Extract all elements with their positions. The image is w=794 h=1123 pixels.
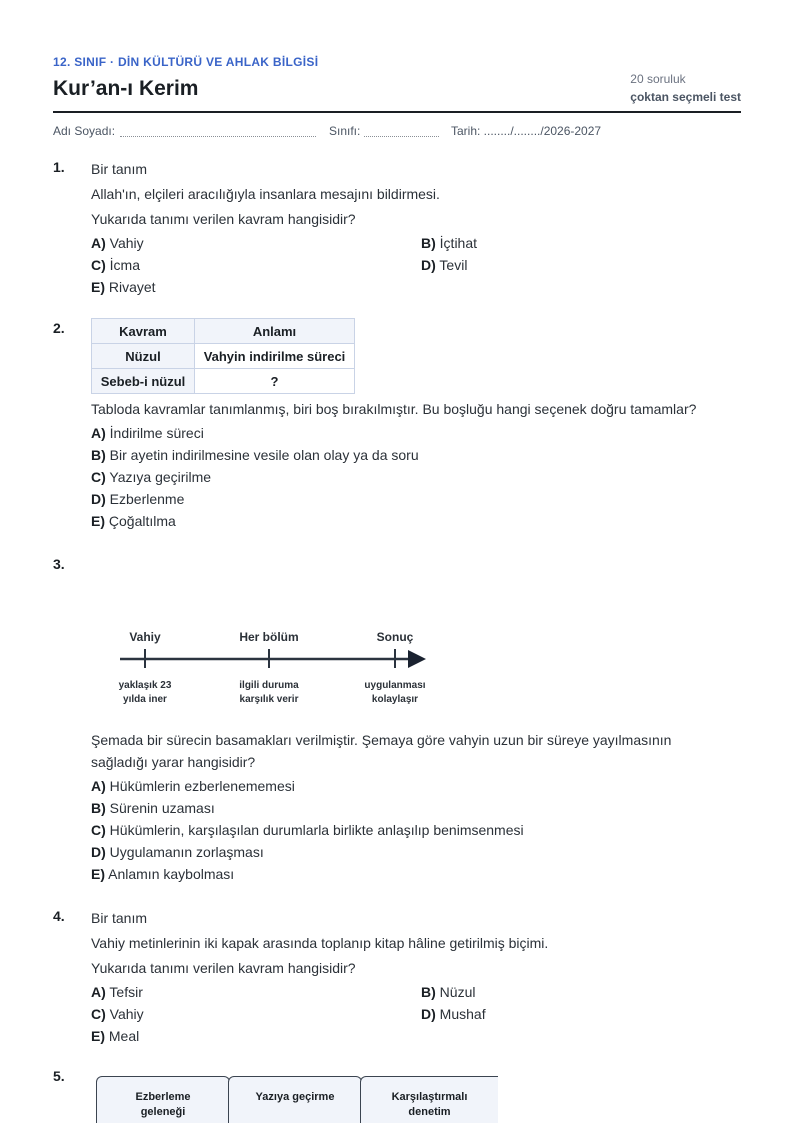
question-number: 4. — [53, 908, 65, 924]
option-d[interactable]: D) Uygulamanın zorlaşması — [91, 844, 264, 860]
flow-step-note: uygulanması kolaylaşır — [364, 680, 426, 705]
question-body — [91, 157, 741, 298]
option-a[interactable]: A) Tefsir — [91, 984, 143, 1000]
option-d[interactable]: D) Ezberlenme — [91, 491, 185, 507]
question-number: 1. — [53, 159, 65, 175]
options — [91, 232, 741, 298]
name-field[interactable] — [120, 136, 316, 137]
option-c[interactable]: C) Yazıya geçirilme — [91, 469, 212, 485]
question-text: Vahiy metinlerinin iki kapak arasında toplanıp kitap hâline getirilmiş biçimi. — [91, 935, 549, 951]
concept-table — [91, 318, 355, 394]
flow-step-label: Sonuç — [376, 630, 414, 644]
question-text: Allah'ın, elçileri aracılığıyla insanlara mesajını bildirmesi. — [91, 186, 440, 202]
question-body — [91, 318, 741, 532]
question-body — [91, 906, 741, 1047]
process-flow-diagram — [120, 626, 430, 710]
question-text: Bir tanım — [91, 161, 148, 177]
table-row — [92, 369, 355, 394]
option-e[interactable]: E) Çoğaltılma — [91, 513, 176, 529]
subject-heading: 12. SINIF · DİN KÜLTÜRÜ VE AHLAK BİLGİSİ — [53, 55, 319, 69]
flow-step-note: ilgili duruma karşılık verir — [239, 680, 299, 705]
table-cell: Sebeb-i nüzul — [92, 369, 195, 394]
options — [91, 981, 741, 1047]
class-field[interactable] — [364, 136, 439, 137]
question-number: 2. — [53, 320, 65, 336]
option-e[interactable]: E) Rivayet — [91, 279, 156, 295]
question-text: Yukarıda tanımı verilen kavram hangisidir? — [91, 211, 356, 227]
option-e[interactable]: E) Anlamın kaybolması — [91, 866, 235, 882]
date-label: Tarih: ......../......../2026-2027 — [451, 124, 602, 138]
option-b[interactable]: B) İçtihat — [421, 235, 478, 251]
table-cell: Vahyin indirilme süreci — [195, 344, 355, 369]
option-c[interactable]: C) İcma — [91, 257, 141, 273]
option-a[interactable]: A) İndirilme süreci — [91, 425, 204, 441]
test-meta — [630, 70, 741, 106]
option-b[interactable]: B) Sürenin uzaması — [91, 800, 215, 816]
question-text: Bir tanım — [91, 910, 148, 926]
question-text: Tabloda kavramlar tanımlanmış, biri boş bırakılmıştır. Bu boşluğu hangi seçenek doğru tamamlar? — [91, 401, 697, 417]
question-text: Şemada bir sürecin basamakları verilmiştir. Şemaya göre vahyin uzun bir süreye yayılmasının — [91, 732, 672, 748]
options — [91, 775, 741, 885]
table-cell: ? — [195, 369, 355, 394]
class-label: Sınıfı: — [329, 124, 361, 138]
option-b[interactable]: B) Nüzul — [421, 984, 476, 1000]
page-title: Kur’an-ı Kerim — [53, 77, 199, 100]
question-text: sağladığı yarar hangisidir? — [91, 754, 256, 770]
table-header: Anlamı — [195, 319, 355, 344]
table-row — [92, 344, 355, 369]
flow-step-label: Vahiy — [129, 630, 161, 644]
flow-step-note: yaklaşık 23 yılda iner — [118, 680, 172, 705]
question-body — [91, 729, 741, 885]
option-a[interactable]: A) Vahiy — [91, 235, 144, 251]
header-divider — [53, 111, 741, 113]
process-tab: Yazıya geçirme — [228, 1076, 362, 1123]
process-tab: Karşılaştırmalı denetim — [360, 1076, 498, 1123]
question-number: 3. — [53, 556, 65, 572]
process-tab: Ezberleme geleneği — [96, 1076, 230, 1123]
table-header-row — [92, 319, 355, 344]
question-count: 20 soruluk — [630, 72, 686, 86]
flow-step-label: Her bölüm — [239, 630, 299, 644]
question-text: Yukarıda tanımı verilen kavram hangisidir? — [91, 960, 356, 976]
options — [91, 422, 741, 532]
process-tabs — [96, 1076, 498, 1123]
name-label: Adı Soyadı: — [53, 124, 116, 138]
option-a[interactable]: A) Hükümlerin ezberlenememesi — [91, 778, 295, 794]
option-b[interactable]: B) Bir ayetin indirilmesine vesile olan olay ya da soru — [91, 447, 419, 463]
table-header: Kavram — [92, 319, 195, 344]
question-number: 5. — [53, 1068, 65, 1084]
option-c[interactable]: C) Vahiy — [91, 1006, 144, 1022]
option-c[interactable]: C) Hükümlerin, karşılaşılan durumlarla birlikte anlaşılıp benimsenmesi — [91, 822, 524, 838]
test-type: çoktan seçmeli test — [630, 90, 741, 104]
option-e[interactable]: E) Meal — [91, 1028, 140, 1044]
option-d[interactable]: D) Mushaf — [421, 1006, 486, 1022]
table-cell: Nüzul — [92, 344, 195, 369]
option-d[interactable]: D) Tevil — [421, 257, 468, 273]
